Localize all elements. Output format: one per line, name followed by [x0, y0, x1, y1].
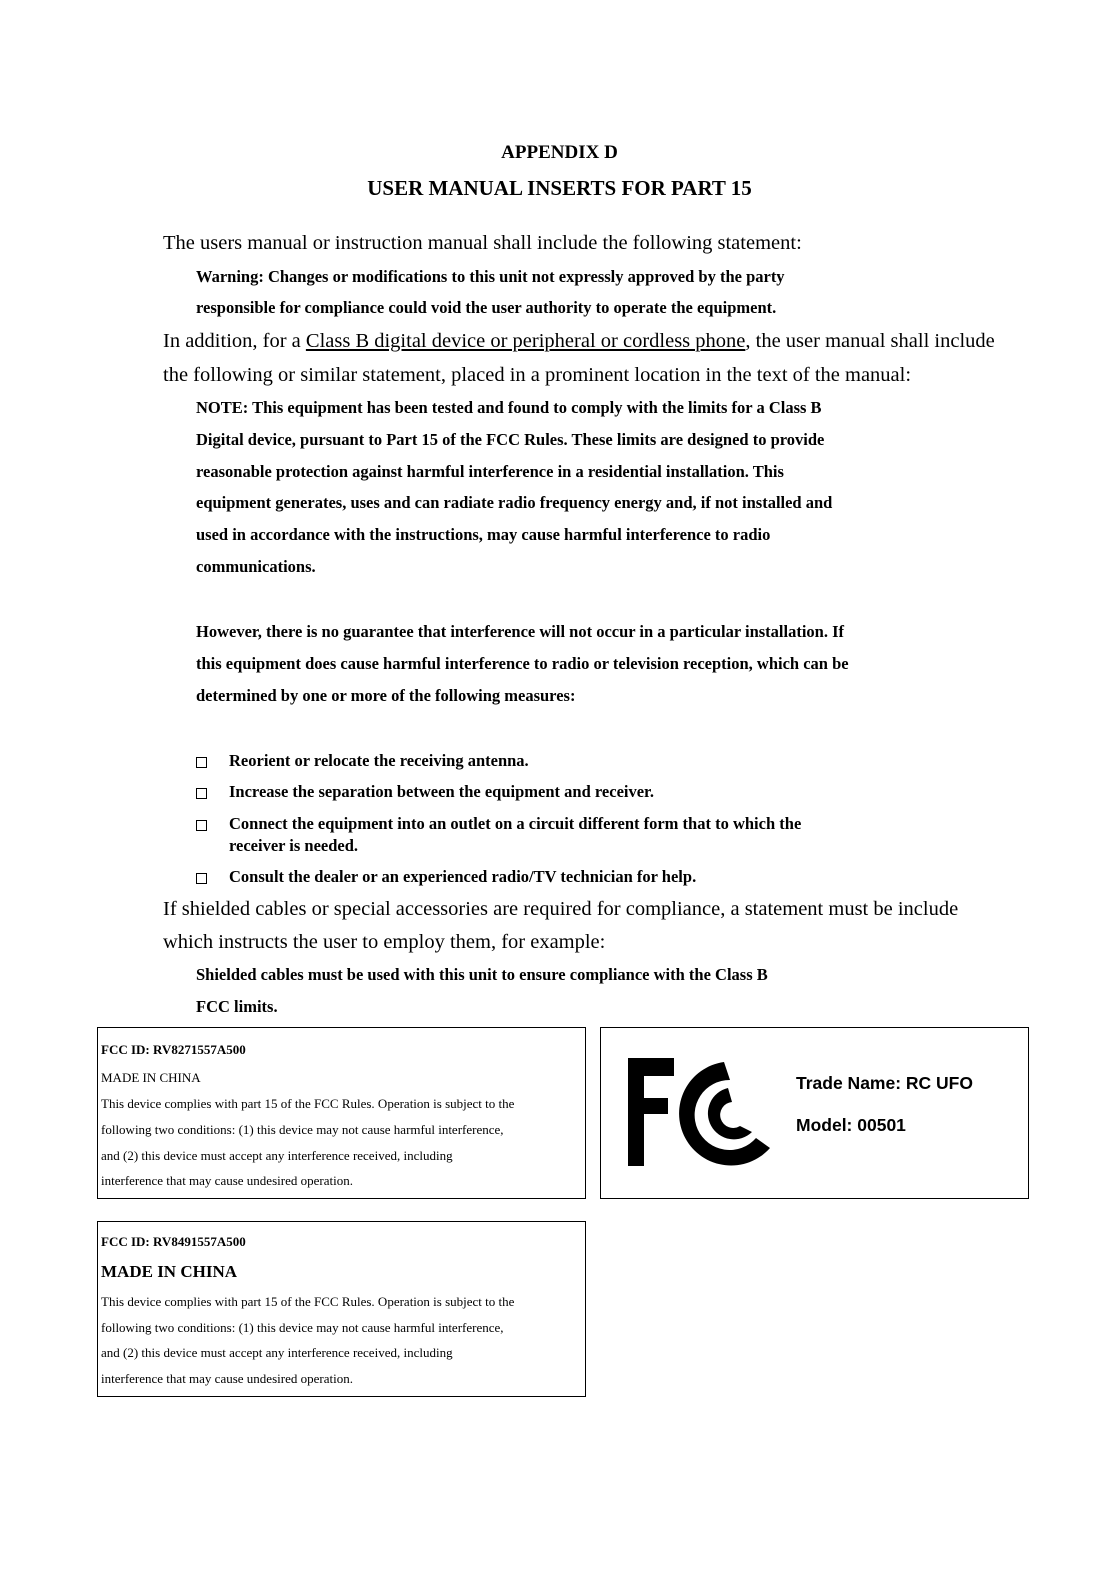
note-line: NOTE: This equipment has been tested and found to comply with the limits for a Class B — [196, 398, 822, 417]
shielded-text: If shielded cables or special accessories are required for compliance, a statement must be include — [163, 898, 959, 920]
however-line: this equipment does cause harmful interference to radio or television reception, which can be — [196, 654, 849, 673]
fcc-id: FCC ID: RV8491557A500 — [101, 1234, 246, 1249]
class-b-device-link[interactable]: Class B digital device or peripheral or cordless phone — [305, 330, 746, 352]
however-line: However, there is no guarantee that interference will not occur in a particular installation. If — [196, 622, 845, 641]
checkbox-icon — [196, 757, 207, 768]
compliance-line: following two conditions: (1) this device may not cause harmful interference, — [101, 1320, 504, 1335]
measure-item: Increase the separation between the equipment and receiver. — [229, 782, 654, 801]
addition-pre: In addition, for a — [163, 330, 306, 352]
shielded-text: which instructs the user to employ them, for example: — [163, 931, 606, 953]
shielded-bold: Shielded cables must be used with this unit to ensure compliance with the Class B — [196, 965, 768, 984]
measure-item: Consult the dealer or an experienced radio/TV technician for help. — [229, 867, 697, 886]
fcc-logo-box — [600, 1027, 1029, 1199]
fcc-label-2 — [97, 1221, 586, 1397]
compliance-line: and (2) this device must accept any interference received, including — [101, 1148, 453, 1163]
shielded-bold: FCC limits. — [196, 997, 278, 1016]
note-line: Digital device, pursuant to Part 15 of the FCC Rules. These limits are designed to provide — [196, 430, 825, 449]
made-in: MADE IN CHINA — [101, 1070, 201, 1085]
model-number: Model: 00501 — [796, 1115, 906, 1135]
note-line: communications. — [196, 557, 316, 576]
checkbox-icon — [196, 788, 207, 799]
fcc-id: FCC ID: RV8271557A500 — [101, 1042, 246, 1057]
trade-name: Trade Name: RC UFO — [796, 1073, 973, 1093]
addition-post: , the user manual shall include — [745, 330, 995, 352]
fcc-label-1 — [97, 1027, 586, 1199]
addition-text-2: the following or similar statement, placed in a prominent location in the text of the manual: — [163, 364, 912, 386]
measure-item-continued: receiver is needed. — [229, 836, 359, 855]
appendix-subtitle: USER MANUAL INSERTS FOR PART 15 — [367, 176, 752, 200]
warning-line: responsible for compliance could void the user authority to operate the equipment. — [196, 298, 777, 317]
compliance-line: following two conditions: (1) this device may not cause harmful interference, — [101, 1122, 504, 1137]
note-line: equipment generates, uses and can radiate radio frequency energy and, if not installed and — [196, 493, 833, 512]
compliance-line: interference that may cause undesired operation. — [101, 1371, 353, 1386]
checkbox-icon — [196, 873, 207, 884]
warning-line: Warning: Changes or modifications to this unit not expressly approved by the party — [196, 267, 785, 286]
measure-item: Connect the equipment into an outlet on a circuit different form that to which the — [229, 814, 802, 833]
note-line: reasonable protection against harmful interference in a residential installation. This — [196, 462, 784, 481]
compliance-line: This device complies with part 15 of the FCC Rules. Operation is subject to the — [101, 1096, 515, 1111]
checkbox-icon — [196, 820, 207, 831]
compliance-line: and (2) this device must accept any interference received, including — [101, 1345, 453, 1360]
intro-text: The users manual or instruction manual shall include the following statement: — [163, 232, 802, 254]
appendix-title: APPENDIX D — [501, 142, 618, 163]
fcc-logo-icon — [628, 1058, 778, 1168]
compliance-line: This device complies with part 15 of the FCC Rules. Operation is subject to the — [101, 1294, 515, 1309]
compliance-line: interference that may cause undesired operation. — [101, 1173, 353, 1188]
made-in: MADE IN CHINA — [101, 1262, 237, 1281]
measure-item: Reorient or relocate the receiving antenna. — [229, 751, 529, 770]
note-line: used in accordance with the instructions, may cause harmful interference to radio — [196, 525, 771, 544]
addition-text — [163, 330, 995, 353]
however-line: determined by one or more of the following measures: — [196, 686, 576, 705]
